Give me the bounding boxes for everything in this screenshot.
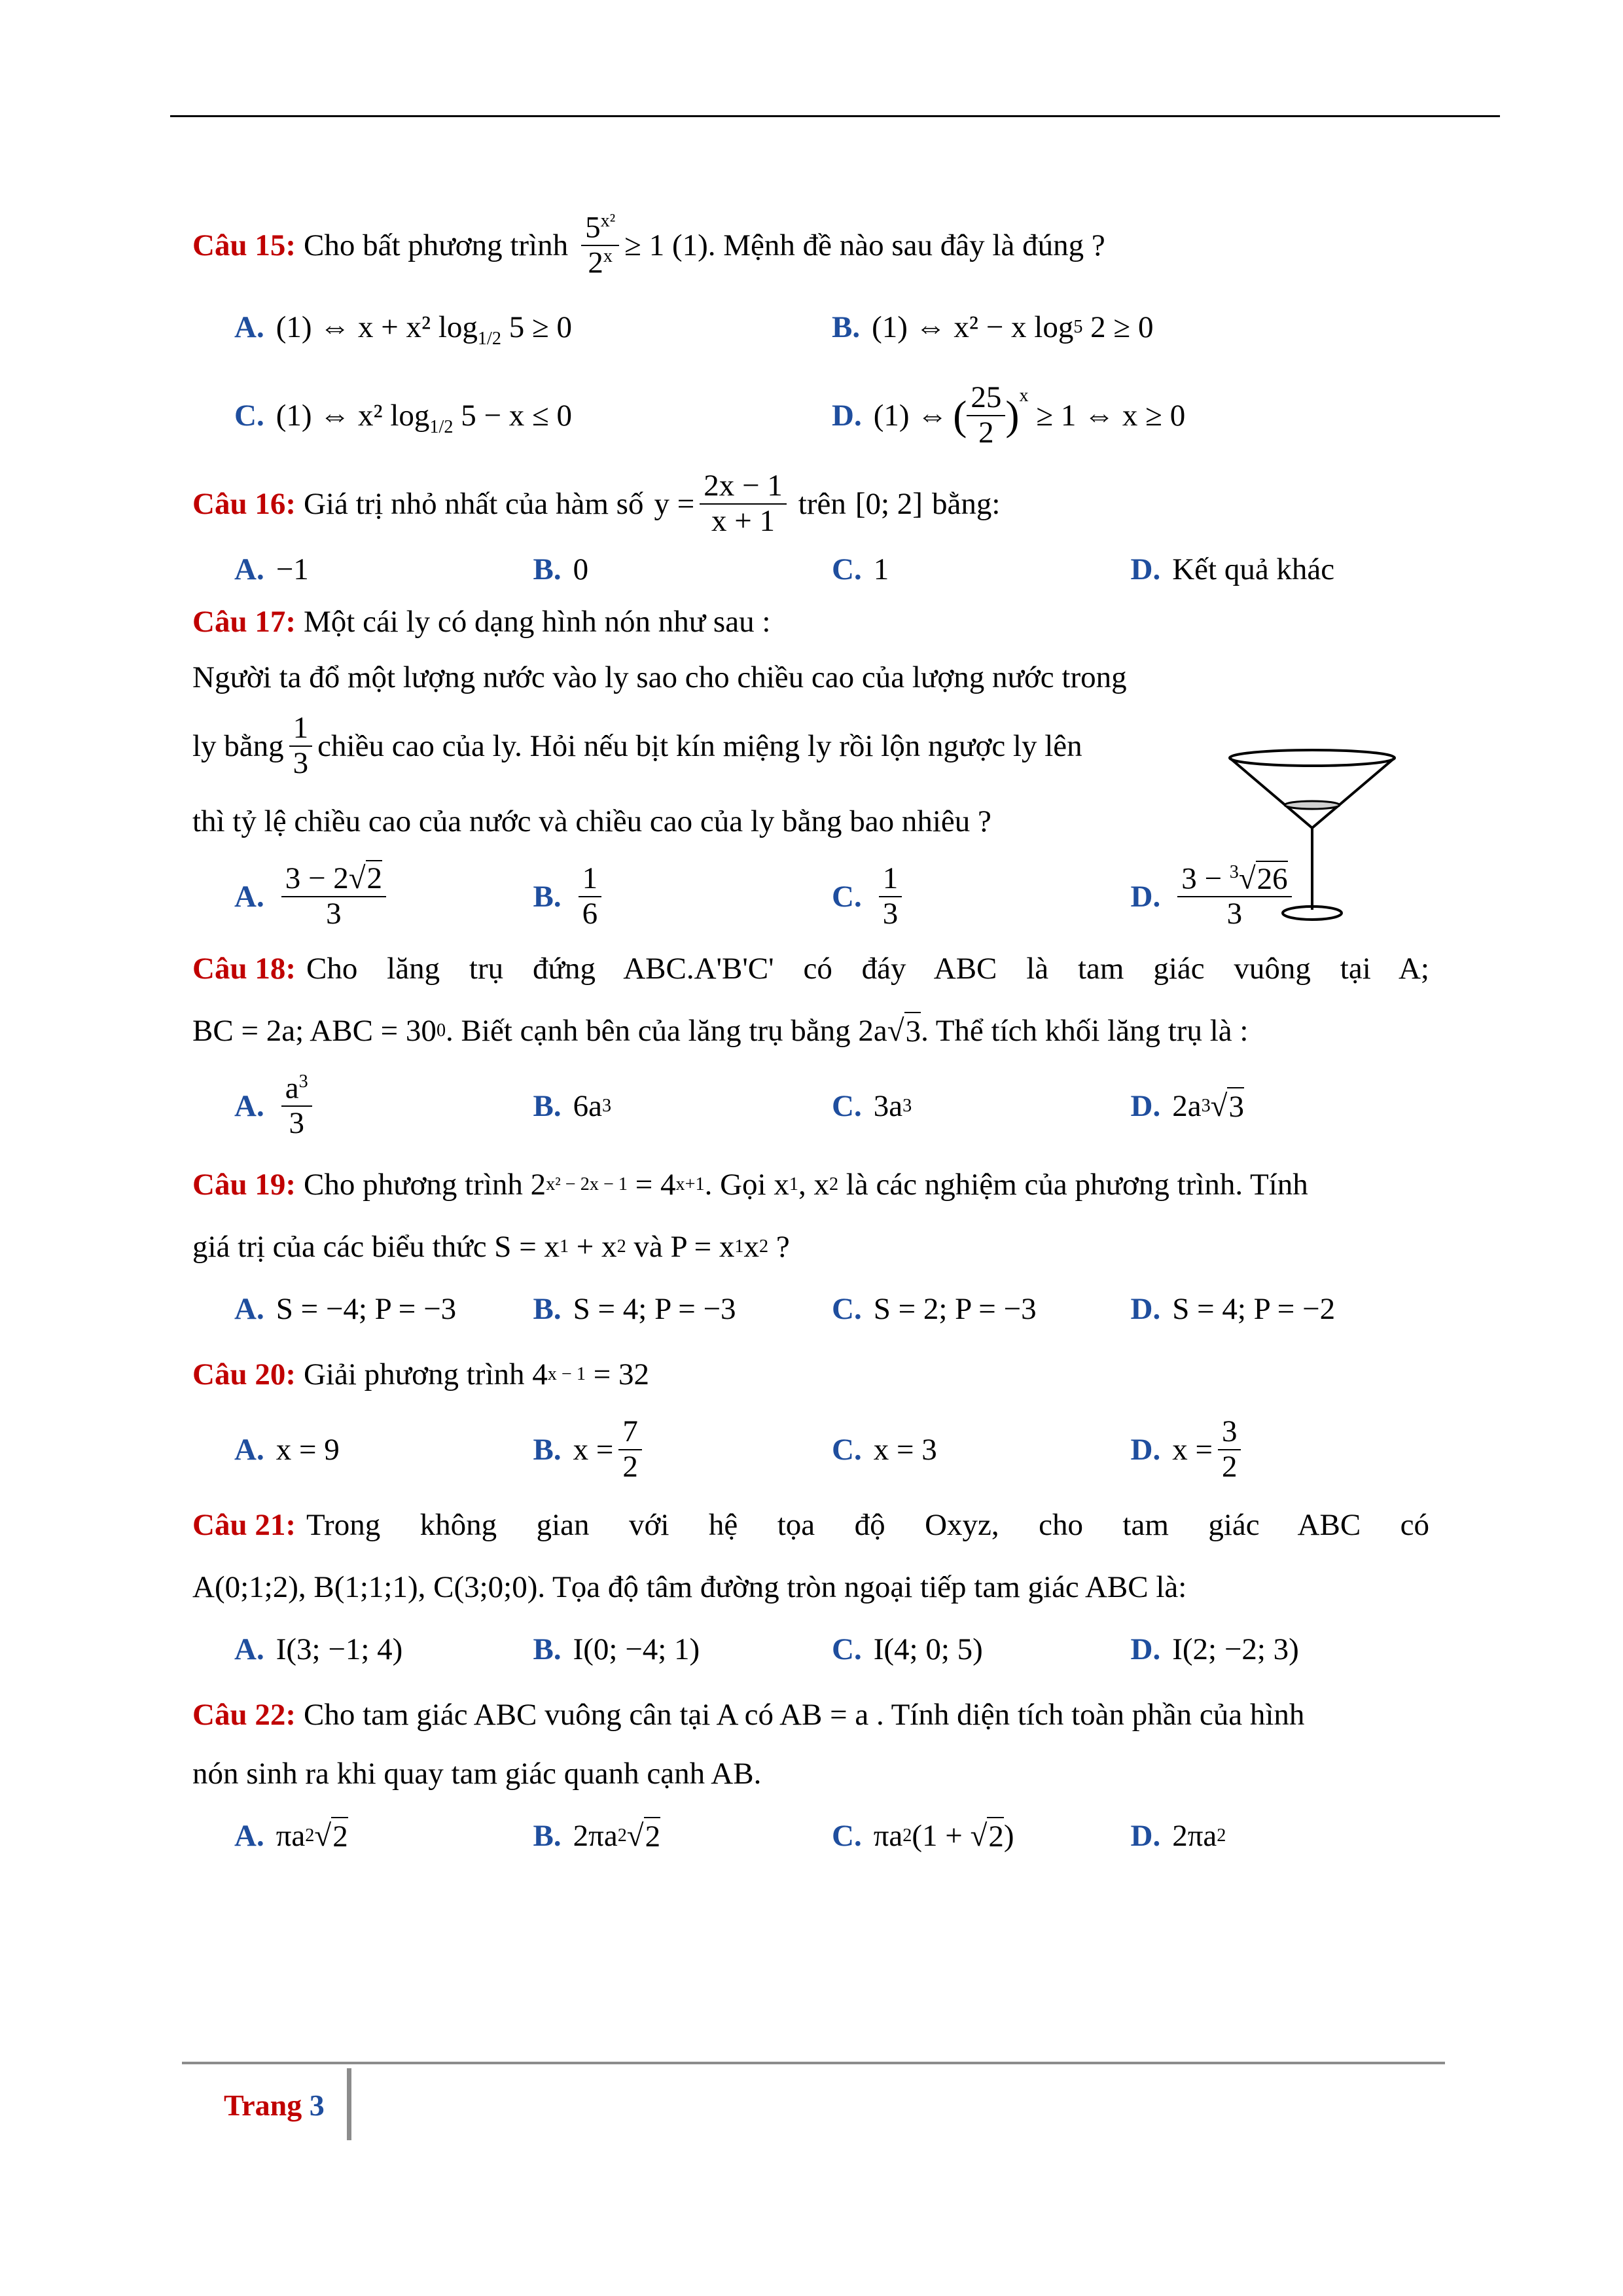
option-label: C.: [234, 398, 264, 433]
option-label: B.: [533, 1632, 562, 1666]
question-label: Câu 16:: [192, 486, 296, 521]
question-text: Giá trị nhỏ nhất của hàm số: [303, 486, 644, 521]
option-b[interactable]: [832, 309, 1429, 346]
option-text: 2πa: [573, 1818, 618, 1853]
option-label: D.: [1130, 1088, 1161, 1123]
radicand: 2: [331, 1817, 348, 1855]
fraction: [967, 381, 1005, 450]
option-b[interactable]: [533, 1291, 832, 1327]
option-text: I(4; 0; 5): [873, 1632, 983, 1666]
option-b[interactable]: [533, 862, 832, 931]
water-surface: [1285, 801, 1340, 809]
question-text: x: [743, 1229, 760, 1264]
option-label: C.: [832, 879, 862, 914]
numerator: 1: [289, 711, 313, 747]
option-text: (1) ⇔ x² log: [276, 398, 430, 433]
option-text: ): [1003, 1818, 1014, 1853]
option-b[interactable]: [533, 1631, 832, 1668]
option-text: ≥ 1 ⇔ x ≥ 0: [1028, 398, 1186, 433]
option-label: B.: [832, 310, 861, 344]
question-text: . Tọa độ tâm đường tròn ngoại tiếp tam giác ABC là:: [537, 1570, 1187, 1604]
numerator: 25: [967, 381, 1005, 416]
option-label: A.: [234, 1432, 264, 1467]
question-text: . Gọi x: [704, 1167, 789, 1202]
exponent: x − 1: [547, 1364, 586, 1385]
option-label: B.: [533, 879, 562, 914]
fraction: [579, 862, 602, 931]
question-text: Giải phương trình 4: [303, 1357, 548, 1391]
numerator: 5: [585, 210, 601, 245]
option-text: 5 ≥ 0: [501, 310, 572, 344]
question-text: . Mệnh đề nào sau đây là đúng ?: [707, 228, 1105, 262]
option-label: A.: [234, 1088, 264, 1123]
option-label: B.: [533, 1088, 562, 1123]
question-label: Câu 20:: [192, 1357, 296, 1391]
numerator: 1: [579, 862, 602, 897]
question-text: Trong không gian với hệ tọa độ Oxyz, cho tam giác ABC có: [306, 1507, 1429, 1542]
radicand: 2: [366, 861, 383, 896]
numerator: 7: [618, 1415, 642, 1450]
exponent: 2: [617, 1825, 627, 1846]
option-d[interactable]: [1131, 1818, 1430, 1854]
option-c[interactable]: [832, 1431, 1131, 1468]
option-text: 2πa: [1172, 1818, 1217, 1853]
question-21: [192, 1492, 1429, 1682]
question-text: Người ta đổ một lượng nước vào ly sao cho chiều cao của lượng nước trong: [192, 660, 1127, 694]
option-label: D.: [1130, 1291, 1161, 1326]
fraction: $\frac{3 - ^3√26}{3}$: [1177, 862, 1291, 931]
radicand: 2: [987, 1817, 1004, 1855]
option-text: πa: [276, 1818, 306, 1853]
denominator: 3: [1226, 897, 1243, 931]
fraction: $\frac{3 - 2√2}{3}$: [281, 862, 386, 931]
option-text: 6a: [573, 1088, 602, 1123]
numerator: 3 −: [1181, 861, 1230, 896]
option-label: C.: [832, 1291, 862, 1326]
option-text: (1) ⇔: [873, 398, 948, 433]
question-18: Câu 18: Cho lăng trụ đứng ABC.A'B'C' có đáy ABC là tam giác vuông tại A; BC = 2a; ABC = 30 0 . Biết cạnh bên của lăng trụ bằng 2a √ 3 . Thể tích khối lăng trụ là : A. $\frac{a^3}{3}$ B. 6a 3 C. 3a 3 D. 2a 3 √ 3: [192, 951, 1429, 1141]
option-label: C.: [832, 1632, 862, 1666]
option-a[interactable]: [234, 862, 533, 931]
question-text: trên: [798, 486, 846, 521]
question-text: chiều cao của ly. Hỏi nếu bịt kín miệng ly rồi lộn ngược ly lên: [317, 728, 1082, 763]
inequality: ≥ 1 (1): [624, 228, 708, 262]
option-label: D.: [832, 398, 862, 433]
subscript: 1: [734, 1236, 744, 1257]
option-text: −1: [276, 552, 309, 586]
fraction: [581, 211, 619, 281]
question-text: + x: [569, 1229, 617, 1264]
exponent: 2: [305, 1825, 315, 1846]
option-text: (1 +: [912, 1818, 971, 1853]
option-label: A.: [234, 310, 264, 344]
question-text: Một cái ly có dạng hình nón như sau :: [303, 604, 771, 639]
denominator: x + 1: [711, 504, 775, 538]
fraction: [618, 1415, 642, 1484]
lhs: y =: [654, 486, 695, 521]
option-label: A.: [234, 879, 264, 914]
option-label: B.: [533, 1291, 562, 1326]
option-a[interactable]: [234, 1291, 533, 1327]
option-text: 3a: [873, 1088, 903, 1123]
option-label: C.: [832, 552, 862, 586]
exponent: x: [1019, 386, 1029, 406]
option-c[interactable]: [234, 397, 832, 438]
option-label: B.: [533, 1432, 562, 1467]
glass-rim: [1230, 750, 1395, 766]
question-text: . Biết cạnh bên của lăng trụ bằng 2a: [446, 1013, 887, 1048]
option-text: S = 4; P = −3: [573, 1291, 736, 1326]
denominator: 2: [1221, 1450, 1238, 1484]
question-text: Cho lăng trụ đứng ABC.A'B'C' có đáy ABC là tam giác vuông tại A;: [306, 951, 1429, 986]
page-footer: [224, 2088, 325, 2123]
option-text: 0: [573, 552, 589, 586]
question-15: [192, 203, 1429, 465]
question-label: Câu 21:: [192, 1507, 296, 1542]
question-20: [192, 1342, 1429, 1492]
question-text: = 32: [585, 1357, 649, 1391]
option-label: A.: [234, 552, 264, 586]
question-label: Câu 22:: [192, 1697, 296, 1732]
option-a[interactable]: [234, 1071, 533, 1141]
option-text: x =: [573, 1432, 614, 1467]
option-label: D.: [1130, 1632, 1161, 1666]
page-word: Trang: [224, 2089, 302, 2122]
subscript: 2: [616, 1236, 626, 1257]
question-text: giá trị của các biểu thức S = x: [192, 1229, 560, 1264]
option-d[interactable]: [1131, 1291, 1430, 1327]
denominator: 3: [882, 897, 899, 931]
option-text: S = −4; P = −3: [276, 1291, 457, 1326]
question-text: ?: [768, 1229, 790, 1264]
option-b[interactable]: [533, 1415, 832, 1484]
option-label: A.: [234, 1818, 264, 1853]
option-text: x = 3: [873, 1432, 937, 1467]
question-label: Câu 18:: [192, 951, 296, 986]
option-label: A.: [234, 1291, 264, 1326]
subscript: 2: [829, 1174, 839, 1195]
option-label: C.: [832, 1432, 862, 1467]
exponent: x+1: [675, 1174, 705, 1195]
points: A(0;1;2), B(1;1;1), C(3;0;0): [192, 1570, 538, 1604]
exponent: 3: [298, 1071, 308, 1092]
option-label: D.: [1130, 879, 1161, 914]
question-text: và P = x: [626, 1229, 735, 1264]
option-b[interactable]: B. 2πa 2 √ 2: [533, 1817, 832, 1855]
question-label: Câu 19:: [192, 1167, 296, 1202]
radicand: 3: [1227, 1087, 1244, 1125]
option-c[interactable]: [832, 1291, 1131, 1327]
question-17: [192, 596, 1213, 857]
option-d[interactable]: [1131, 1631, 1430, 1668]
question-text: , x: [798, 1167, 829, 1202]
option-c[interactable]: [832, 1631, 1131, 1668]
root-index: 3: [1229, 861, 1239, 882]
denominator: 2: [622, 1450, 638, 1484]
log-base: 1/2: [477, 329, 501, 350]
question-text: Cho tam giác ABC vuông cân tại A có AB = a . Tính diện tích toàn phần của hình: [303, 1697, 1305, 1732]
option-label: C.: [832, 1088, 862, 1123]
glass-cone: [1230, 758, 1395, 828]
option-d[interactable]: [1131, 551, 1430, 588]
option-text: S = 2; P = −3: [873, 1291, 1037, 1326]
option-c[interactable]: C. πa 2 (1 + √ 2 ): [832, 1817, 1131, 1855]
denominator: 2: [588, 245, 603, 280]
option-a[interactable]: [234, 1431, 533, 1468]
option-label: B.: [533, 1818, 562, 1853]
option-a[interactable]: [234, 309, 832, 350]
option-text: 2a: [1172, 1088, 1202, 1123]
exponent: x² − 2x − 1: [546, 1174, 628, 1195]
exponent: 2: [1217, 1825, 1226, 1846]
option-d[interactable]: D. 2a 3 √ 3: [1131, 1087, 1430, 1125]
top-rule: [170, 115, 1500, 117]
option-text: I(0; −4; 1): [573, 1632, 700, 1666]
option-d[interactable]: [1131, 1415, 1430, 1484]
log-base: 1/2: [429, 417, 454, 438]
fraction: [1218, 1415, 1241, 1484]
subscript: 1: [559, 1236, 569, 1257]
question-list: [192, 203, 1429, 1872]
question-text: nón sinh ra khi quay tam giác quanh cạnh AB.: [192, 1756, 762, 1791]
cone-glass-illustration: [1224, 746, 1400, 929]
option-a[interactable]: [234, 1631, 533, 1668]
question-label: Câu 15:: [192, 228, 296, 262]
option-label: C.: [832, 1818, 862, 1853]
footer-rule: [182, 2062, 1445, 2064]
numerator: 1: [879, 862, 902, 897]
exponent: 3: [1201, 1096, 1211, 1117]
log-base: 5: [1073, 317, 1083, 338]
option-text: Kết quả khác: [1172, 552, 1335, 586]
option-text: (1) ⇔ x + x² log: [276, 310, 478, 344]
exponent: 2: [902, 1825, 912, 1846]
fraction: [700, 469, 787, 538]
fraction: [879, 862, 902, 931]
option-label: D.: [1130, 552, 1161, 586]
question-text: thì tỷ lệ chiều cao của nước và chiều cao của ly bằng bao nhiêu ?: [192, 804, 991, 838]
exponent: x: [603, 246, 613, 266]
option-a[interactable]: A. πa 2 √ 2: [234, 1817, 533, 1855]
option-b[interactable]: [533, 551, 832, 588]
interval: [0; 2]: [855, 486, 923, 521]
option-text: 1: [873, 552, 889, 586]
option-label: B.: [533, 552, 562, 586]
question-text: Cho phương trình 2: [303, 1167, 546, 1202]
option-text: 5 − x ≤ 0: [453, 398, 572, 433]
option-text: I(2; −2; 3): [1172, 1632, 1299, 1666]
option-text: x = 9: [276, 1432, 340, 1467]
degree: 0: [436, 1020, 446, 1041]
subscript: 2: [759, 1236, 769, 1257]
question-text: ly bằng: [192, 728, 284, 763]
option-text: (1) ⇔ x² − x log: [872, 310, 1074, 344]
question-label: Câu 17:: [192, 604, 296, 639]
option-text: x =: [1172, 1432, 1213, 1467]
denominator: 6: [582, 897, 598, 931]
option-c[interactable]: [832, 551, 1131, 588]
question-19: [192, 1152, 1429, 1342]
numerator: a: [285, 1071, 299, 1105]
option-label: A.: [234, 1632, 264, 1666]
numerator: 2x − 1: [700, 469, 787, 505]
option-text: 2 ≥ 0: [1082, 310, 1154, 344]
question-text: . Thể tích khối lăng trụ là :: [921, 1013, 1249, 1048]
question-text: = 4: [628, 1167, 676, 1202]
question-16: [192, 465, 1429, 596]
option-label: D.: [1130, 1818, 1161, 1853]
radicand: 26: [1257, 861, 1288, 896]
exponent: x²: [600, 210, 616, 231]
radicand: 3: [904, 1012, 921, 1050]
denominator: 3: [293, 746, 309, 780]
option-c[interactable]: [832, 1088, 1131, 1124]
exponent: 3: [902, 1096, 912, 1117]
page-number: 3: [309, 2089, 325, 2122]
numerator: 3: [1218, 1415, 1241, 1450]
fraction: [289, 711, 313, 780]
footer-separator: [347, 2068, 351, 2140]
question-22: [192, 1682, 1429, 1872]
option-label: D.: [1130, 1432, 1161, 1467]
exponent: 3: [601, 1096, 612, 1117]
option-a[interactable]: [234, 551, 533, 588]
question-text: Cho bất phương trình: [303, 228, 569, 262]
subscript: 1: [789, 1174, 798, 1195]
option-c[interactable]: [832, 862, 1131, 931]
option-d[interactable]: D. (1) ⇔ ( $\frac{25}{2}$ ) $^x$ ≥ 1 ⇔ x ≥ 0: [832, 380, 1186, 450]
option-b[interactable]: [533, 1088, 832, 1124]
option-text: πa: [873, 1818, 903, 1853]
fraction: [281, 1071, 312, 1141]
radicand: 2: [644, 1817, 661, 1855]
option-text: S = 4; P = −2: [1172, 1291, 1336, 1326]
question-text: bằng:: [931, 486, 1001, 521]
question-text: BC = 2a; ABC = 30: [192, 1013, 437, 1048]
numerator: 3 − 2: [285, 861, 349, 896]
denominator: 3: [289, 1106, 304, 1141]
option-text: I(3; −1; 4): [276, 1632, 403, 1666]
denominator: 2: [978, 416, 994, 450]
denominator: 3: [326, 897, 342, 931]
question-text: là các nghiệm của phương trình. Tính: [838, 1167, 1308, 1202]
